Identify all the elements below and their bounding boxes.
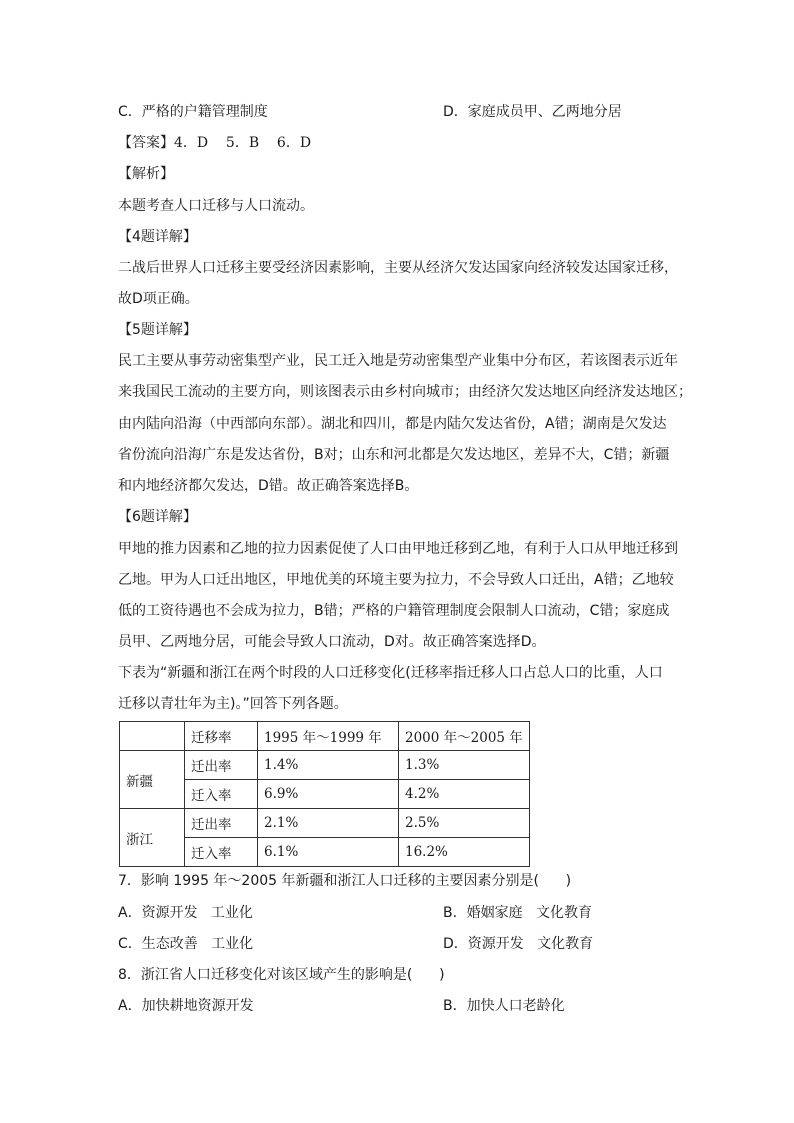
- q5-heading: 【5题详解】: [118, 322, 197, 338]
- q5-text-line: 省份流向沿海广东是发达省份，B对；山东和河北都是欠发达地区，差异不大，C错；新疆: [118, 447, 670, 463]
- q7-option-c: C．生态改善 工业化: [118, 936, 254, 952]
- q7-option-b: B．婚姻家庭 文化教育: [443, 905, 592, 921]
- q4-heading: 【4题详解】: [118, 229, 197, 245]
- analysis-heading: 【解析】: [118, 166, 174, 182]
- rate-label-cell: 迁入率: [185, 780, 258, 809]
- q8-option-b: B．加快人口老龄化: [443, 998, 565, 1014]
- value-cell: 6.1%: [258, 838, 399, 867]
- table-header-cell: [120, 722, 185, 751]
- option-d: D．家庭成员甲、乙两地分居: [443, 104, 622, 120]
- q4-text-line: 二战后世界人口迁移主要受经济因素影响，主要从经济欠发达国家向经济较发达国家迁移，: [118, 260, 678, 276]
- q6-text-line: 乙地。甲为人口迁出地区，甲地优美的环境主要为拉力，不会导致人口迁出，A错；乙地较: [118, 572, 674, 588]
- table-header-row: [120, 722, 530, 751]
- q6-text-line: 员甲、乙两地分居，可能会导致人口流动，D对。故正确答案选择D。: [118, 634, 546, 650]
- analysis-intro: 本题考查人口迁移与人口流动。: [118, 198, 314, 214]
- q5-text-line: 由内陆向沿海（中西部向东部）。湖北和四川，都是内陆欠发达省份，A错；湖南是欠发达: [118, 416, 667, 432]
- intro-line: 迁移以青壮年为主)。”回答下列各题。: [118, 696, 348, 712]
- q8-stem: 8．浙江省人口迁移变化对该区域产生的影响是( ): [118, 967, 445, 983]
- value-cell: 2.1%: [258, 809, 399, 838]
- value-cell: 1.3%: [399, 751, 530, 780]
- q7-stem: 7．影响 1995 年～2005 年新疆和浙江人口迁移的主要因素分别是( ): [118, 873, 572, 889]
- q6-text-line: 低的工资待遇也不会成为拉力，B错；严格的户籍管理制度会限制人口流动，C错；家庭成: [118, 603, 670, 619]
- value-cell: 1.4%: [258, 751, 399, 780]
- q7-option-a: A．资源开发 工业化: [118, 905, 253, 921]
- option-c: C．严格的户籍管理制度: [118, 104, 268, 120]
- table-header-cell: 迁移率: [185, 722, 258, 751]
- value-cell: 6.9%: [258, 780, 399, 809]
- rate-label-cell: 迁入率: [185, 838, 258, 867]
- q7-option-d: D．资源开发 文化教育: [443, 936, 594, 952]
- q6-text-line: 甲地的推力因素和乙地的拉力因素促使了人口由甲地迁移到乙地，有利于人口从甲地迁移到: [118, 541, 678, 557]
- table-header-cell: 1995 年～1999 年: [258, 722, 399, 751]
- migration-table: [119, 721, 530, 867]
- q8-option-a: A．加快耕地资源开发: [118, 998, 254, 1014]
- q5-text-line: 和内地经济都欠发达，D错。故正确答案选择B。: [118, 478, 419, 494]
- rate-label-cell: 迁出率: [185, 751, 258, 780]
- q5-text-line: 民工主要从事劳动密集型产业，民工迁入地是劳动密集型产业集中分布区，若该图表示近年: [118, 353, 678, 369]
- value-cell: 4.2%: [399, 780, 530, 809]
- q5-text-line: 来我国民工流动的主要方向，则该图表示由乡村向城市；由经济欠发达地区向经济发达地区；: [118, 384, 692, 400]
- q4-text-line: 故D项正确。: [118, 291, 199, 307]
- rate-label-cell: 迁出率: [185, 809, 258, 838]
- intro-line: 下表为“新疆和浙江在两个时段的人口迁移变化(迁移率指迁移人口占总人口的比重，人口: [118, 665, 663, 681]
- answer-line: 【答案】4．D 5．B 6．D: [118, 135, 312, 151]
- value-cell: 16.2%: [399, 838, 530, 867]
- value-cell: 2.5%: [399, 809, 530, 838]
- table-row: [120, 809, 530, 838]
- table-header-cell: 2000 年～2005 年: [399, 722, 530, 751]
- region-cell: 新疆: [120, 751, 185, 809]
- region-cell: 浙江: [120, 809, 185, 867]
- q6-heading: 【6题详解】: [118, 509, 197, 525]
- table-row: [120, 751, 530, 780]
